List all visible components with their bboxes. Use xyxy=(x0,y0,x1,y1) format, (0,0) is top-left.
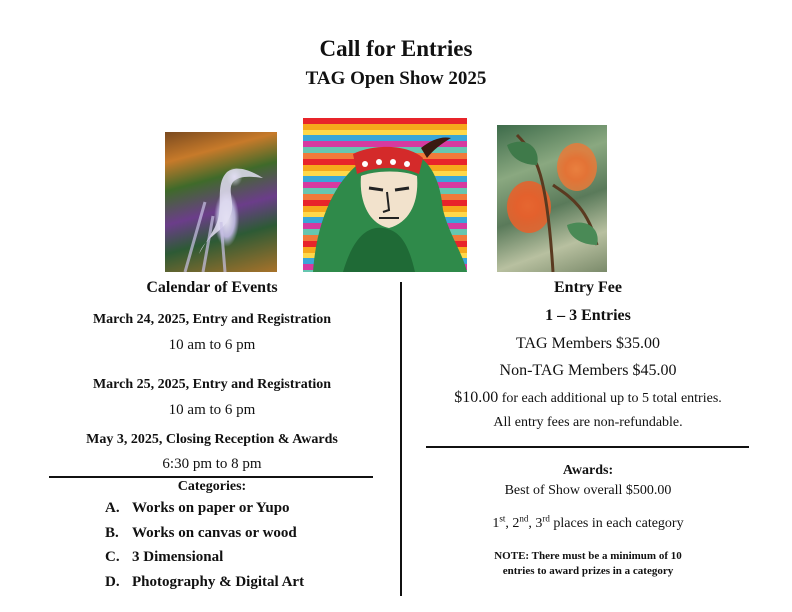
entries-range: 1 – 3 Entries xyxy=(545,307,631,324)
fruit-painting-image xyxy=(497,125,607,272)
category-item xyxy=(105,574,385,599)
second-place: 2 xyxy=(512,516,520,531)
entry-fee-heading: Entry Fee xyxy=(554,279,622,296)
heron-painting-image xyxy=(165,132,277,272)
event-3-title: May 3, 2025, Closing Reception & Awards xyxy=(86,432,338,447)
first-place: 1 xyxy=(492,516,500,531)
categories-heading: Categories: xyxy=(177,479,247,494)
refund-note: All entry fees are non-refundable. xyxy=(493,415,683,430)
event-2-title: March 25, 2025, Entry and Registration xyxy=(92,377,332,392)
awards-note-line-1: NOTE: There must be a minimum of 10 xyxy=(494,550,682,562)
first-place-suffix: st xyxy=(499,513,506,524)
event-3-time: 6:30 pm to 8 pm xyxy=(162,456,262,472)
category-item xyxy=(105,500,385,525)
third-place-suffix: rd xyxy=(542,513,550,524)
calendar-divider xyxy=(49,476,373,478)
places-line: 1st, 2nd, 3rd places in each category xyxy=(492,513,684,531)
page-subtitle: TAG Open Show 2025 xyxy=(305,68,487,89)
non-members-fee: Non-TAG Members $45.00 xyxy=(499,362,677,379)
category-letter: B. xyxy=(105,524,119,541)
awards-heading: Awards: xyxy=(562,463,614,478)
members-fee: TAG Members $35.00 xyxy=(515,335,661,352)
additional-fee xyxy=(418,389,758,407)
best-of-show: Best of Show overall $500.00 xyxy=(504,483,672,498)
category-label: Photography & Digital Art xyxy=(132,573,305,590)
additional-fee-text: for each additional up to 5 total entries. xyxy=(498,391,722,406)
fees-divider xyxy=(426,446,749,448)
category-label: 3 Dimensional xyxy=(132,549,224,565)
category-item xyxy=(105,525,385,550)
column-divider xyxy=(400,282,402,596)
page-title: Call for Entries xyxy=(319,36,473,61)
category-letter: A. xyxy=(105,500,120,516)
third-place: 3 xyxy=(535,516,543,531)
second-place-suffix: nd xyxy=(519,513,529,524)
category-label: Works on paper or Yupo xyxy=(132,500,290,516)
portrait-figure xyxy=(303,118,467,272)
category-label: Works on canvas or wood xyxy=(132,524,297,541)
heron-figure xyxy=(165,132,277,272)
awards-note-line-2: entries to award prizes in a category xyxy=(502,565,674,577)
fruit-figure xyxy=(497,125,607,272)
categories-list xyxy=(105,500,385,598)
portrait-painting-image xyxy=(303,118,467,272)
event-2-time: 10 am to 6 pm xyxy=(168,402,256,418)
additional-fee-amount: $10.00 xyxy=(454,389,499,406)
event-1-time: 10 am to 6 pm xyxy=(168,337,256,353)
places-text: places in each category xyxy=(549,516,684,531)
event-1-title: March 24, 2025, Entry and Registration xyxy=(92,312,332,327)
category-item xyxy=(105,549,385,574)
calendar-heading: Calendar of Events xyxy=(146,279,278,296)
category-letter: D. xyxy=(105,573,120,590)
category-letter: C. xyxy=(105,549,120,565)
